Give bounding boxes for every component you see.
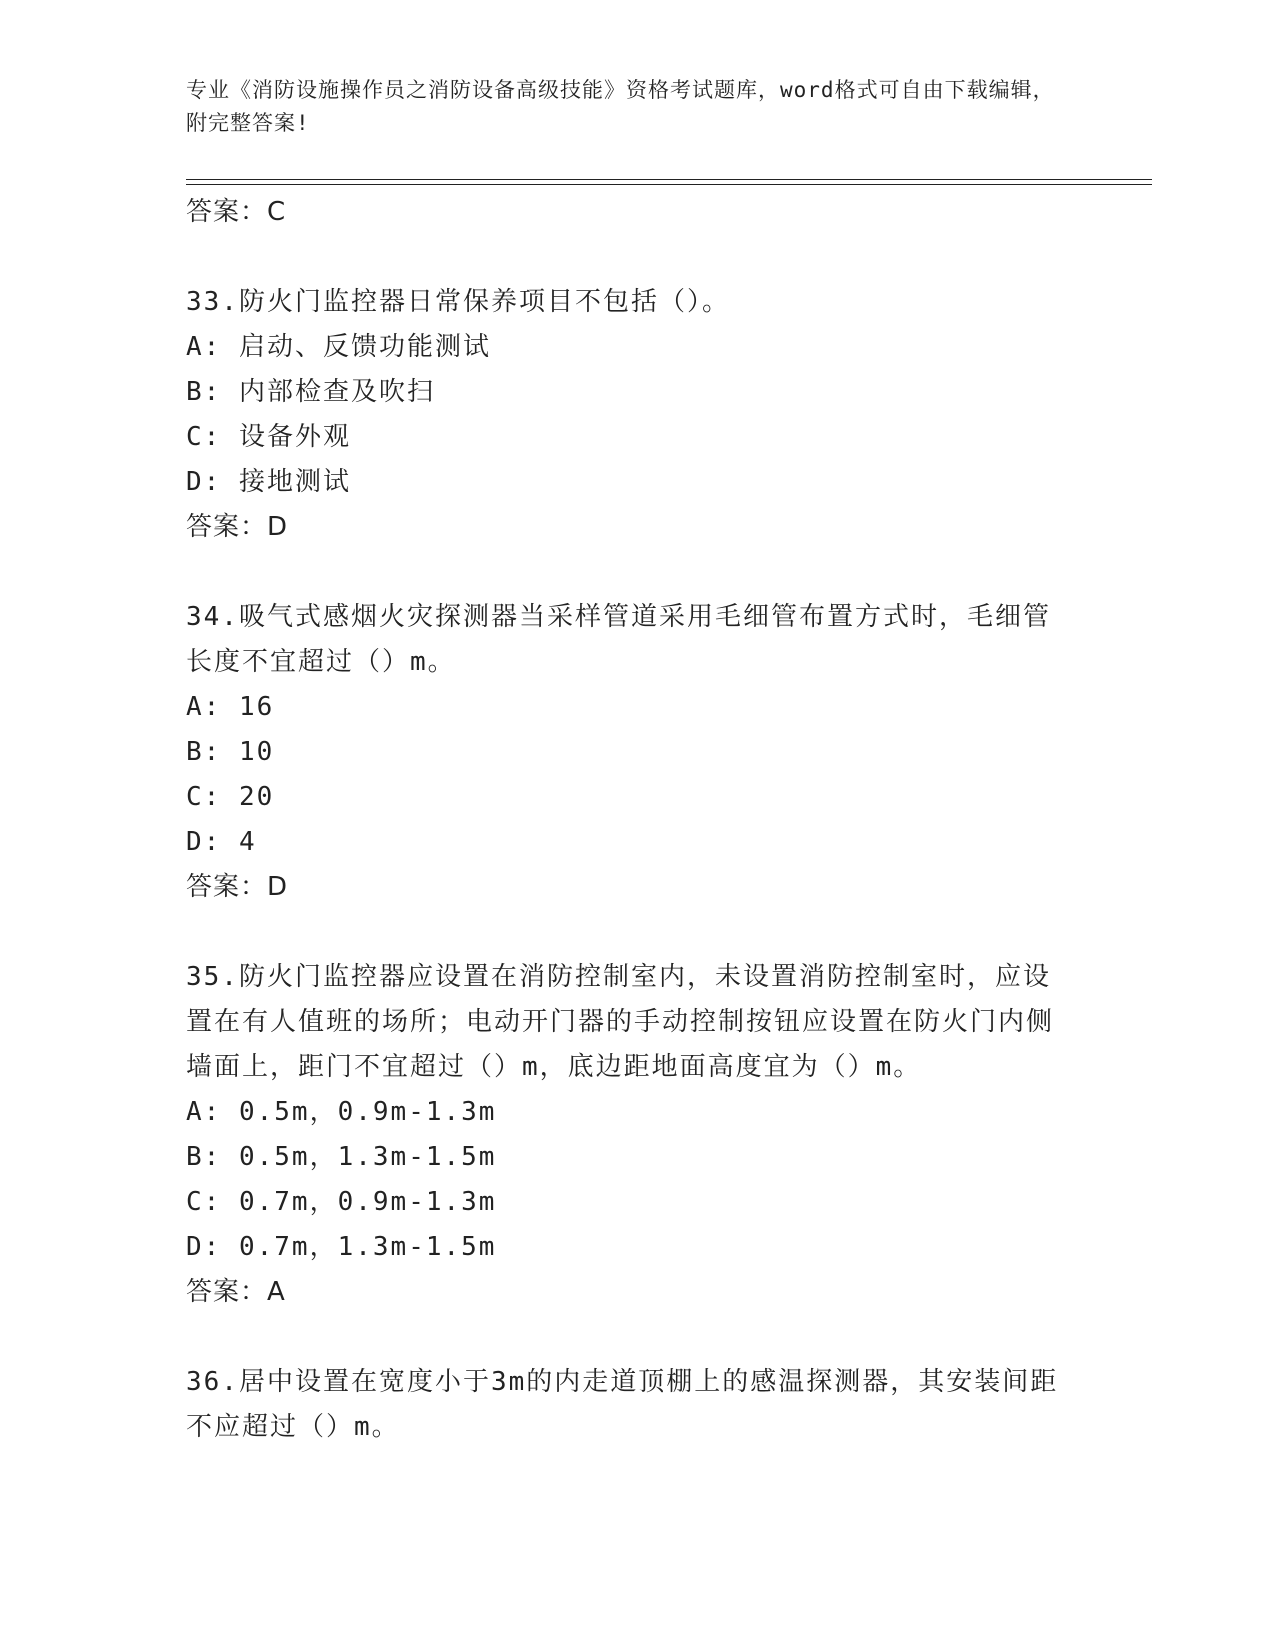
- option-d: [186, 460, 1076, 505]
- option-d: [186, 1225, 1076, 1270]
- header-rule-bottom: [186, 184, 1152, 185]
- option-a: [186, 1090, 1076, 1135]
- option-c: [186, 775, 1076, 820]
- option-text: 16: [238, 692, 275, 722]
- option-c: [186, 415, 1076, 460]
- option-a: [186, 325, 1076, 370]
- document-body: [186, 190, 1076, 1450]
- option-text: 4: [238, 827, 257, 857]
- option-text: 0.7m，0.9m-1.3m: [238, 1187, 497, 1217]
- option-key: B:: [186, 1142, 222, 1172]
- option-b: [186, 730, 1076, 775]
- option-text: 0.7m，1.3m-1.5m: [238, 1232, 497, 1262]
- option-text: 接地测试: [238, 467, 351, 497]
- document-header: 专业《消防设施操作员之消防设备高级技能》资格考试题库，word格式可自由下载编辑，附完整答案!: [186, 78, 1055, 135]
- option-b: [186, 370, 1076, 415]
- option-key: A:: [186, 1097, 222, 1127]
- answer-line: 答案：D: [186, 512, 289, 542]
- option-key: C:: [186, 782, 222, 812]
- option-text: 内部检查及吹扫: [238, 377, 435, 407]
- header-rule-top: [186, 179, 1152, 180]
- option-key: D:: [186, 827, 222, 857]
- option-b: [186, 1135, 1076, 1180]
- option-key: A:: [186, 692, 222, 722]
- question-36: 36.居中设置在宽度小于3m的内走道顶棚上的感温探测器，其安装间距不应超过（）m。: [186, 1367, 1059, 1442]
- option-text: 设备外观: [238, 422, 351, 452]
- answer-line: 答案：D: [186, 872, 289, 902]
- option-a: [186, 685, 1076, 730]
- answer-line: 答案：A: [186, 1277, 286, 1307]
- option-text: 0.5m，0.9m-1.3m: [238, 1097, 497, 1127]
- option-key: D:: [186, 467, 222, 497]
- option-key: D:: [186, 1232, 222, 1262]
- option-d: [186, 820, 1076, 865]
- option-key: A:: [186, 332, 222, 362]
- question-34: 34.吸气式感烟火灾探测器当采样管道采用毛细管布置方式时，毛细管长度不宜超过（）m。: [186, 602, 1051, 677]
- question-33: 33.防火门监控器日常保养项目不包括（）。: [186, 287, 730, 317]
- option-key: C:: [186, 1187, 222, 1217]
- option-key: C:: [186, 422, 222, 452]
- option-text: 20: [238, 782, 275, 812]
- option-key: B:: [186, 377, 222, 407]
- option-c: [186, 1180, 1076, 1225]
- option-text: 10: [238, 737, 275, 767]
- option-text: 0.5m，1.3m-1.5m: [238, 1142, 497, 1172]
- option-key: B:: [186, 737, 222, 767]
- answer-line: 答案：C: [186, 197, 287, 227]
- option-text: 启动、反馈功能测试: [238, 332, 491, 362]
- question-35: 35.防火门监控器应设置在消防控制室内，未设置消防控制室时，应设置在有人值班的场所；电动开门器的手动控制按钮应设置在防火门内侧墙面上，距门不宜超过（）m，底边距地面高度宜为（）m。: [186, 962, 1055, 1082]
